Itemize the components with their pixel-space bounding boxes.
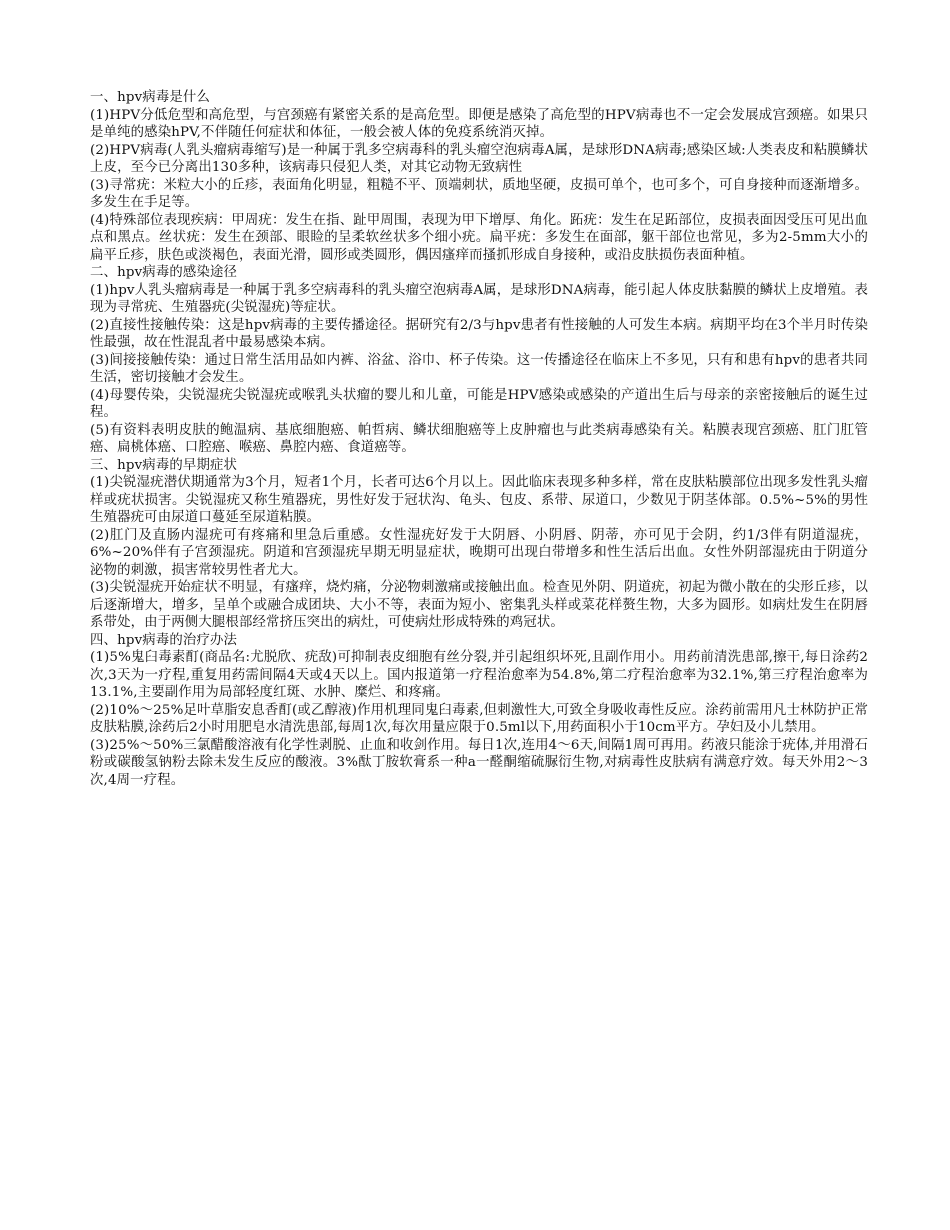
paragraph: (4)特殊部位表现疾病：甲周疣：发生在指、趾甲周围，表现为甲下增厚、角化。跖疣：发生在足跖部位，皮损表面因受压可见出血点和黑点。丝状疣：发生在颈部、眼睑的呈柔软丝状多个细小疣。扁平疣：多发生在面部，躯干部位也常见，多为2-5mm大小的扁平丘疹，肤色或淡褐色，表面光滑，圆形或类圆形，偶因瘙痒而搔抓形成自身接种，或沿皮肤损伤表面种植。 [90,212,868,263]
paragraph: (3)寻常疣：米粒大小的丘疹，表面角化明显，粗糙不平、顶端刺状，质地坚硬，皮损可单个，也可多个，可自身接种而逐渐增多。多发生在手足等。 [90,177,868,210]
document-body [90,89,868,789]
paragraph: (5)有资料表明皮肤的鲍温病、基底细胞癌、帕哲病、鳞状细胞癌等上皮肿瘤也与此类病毒感染有关。粘膜表现宫颈癌、肛门肛管癌、扁桃体癌、口腔癌、喉癌、鼻腔内癌、食道癌等。 [90,422,868,455]
paragraph: (1)5%鬼臼毒素酊(商品名:尤脱欣、疣敌)可抑制表皮细胞有丝分裂,并引起组织坏死,且副作用小。用药前清洗患部,擦干,每日涂药2次,3天为一疗程,重复用药需间隔4天或4天以上。国内报道第一疗程治愈率为54.8%,第二疗程治愈率为32.1%,第三疗程治愈率为13.1%,主要副作用为局部轻度红斑、水肿、糜烂、和疼痛。 [90,650,868,700]
paragraph: (1)尖锐湿疣潜伏期通常为3个月，短者1个月，长者可达6个月以上。因此临床表现多种多样，常在皮肤粘膜部位出现多发性乳头瘤样或疣状损害。尖锐湿疣又称生殖器疣，男性好发于冠状沟、龟头、包皮、系带、尿道口，少数见于阴茎体部。0.5%~5%的男性生殖器疣可由尿道口蔓延至尿道粘膜。 [90,475,868,525]
paragraph: (2)肛门及直肠内湿疣可有疼痛和里急后重感。女性湿疣好发于大阴唇、小阴唇、阴蒂，亦可见于会阴，约1/3伴有阴道湿疣，6%~20%伴有子宫颈湿疣。阴道和宫颈湿疣早期无明显症状，晚期可出现白带增多和性生活后出血。女性外阴部湿疣由于阴道分泌物的刺激，损害常较男性者尤大。 [90,527,868,578]
paragraph: (2)HPV病毒(人乳头瘤病毒缩写)是一种属于乳多空病毒科的乳头瘤空泡病毒A属，是球形DNA病毒;感染区域:人类表皮和粘膜鳞状上皮，至今已分离出130多种，该病毒只侵犯人类，对其它动物无致病性 [90,142,868,175]
section-what-is-hpv [90,89,868,264]
section-heading: 四、hpv病毒的治疗办法 [90,632,238,648]
paragraph: (1)HPV分低危型和高危型，与宫颈癌有紧密关系的是高危型。即便是感染了高危型的HPV病毒也不一定会发展成宫颈癌。如果只是单纯的感染hPV,不伴随任何症状和体征，一般会被人体的免疫系统消灭掉。 [90,107,868,140]
paragraph: (2)10%～25%足叶草脂安息香酊(或乙醇液)作用机理同鬼臼毒素,但刺激性大,可致全身吸收毒性反应。涂药前需用凡士林防护正常皮肤粘膜,涂药后2小时用肥皂水清洗患部,每周1次,每次用量应限于0.5ml以下,用药面积小于10cm平方。孕妇及小儿禁用。 [90,702,868,735]
section-treatment [90,632,868,790]
paragraph: (3)间接接触传染：通过日常生活用品如内裤、浴盆、浴巾、杯子传染。这一传播途径在临床上不多见，只有和患有hpv的患者共同生活，密切接触才会发生。 [90,352,868,385]
paragraph: (3)25%～50%三氯醋酸溶液有化学性剥脱、止血和收剑作用。每日1次,连用4～6天,间隔1周可再用。药液只能涂于疣体,并用滑石粉或碳酸氢钠粉去除未发生反应的酸液。3%酞丁胺软膏系一种a一醛酮缩硫脲衍生物,对病毒性皮肤病有满意疗效。每天外用2～3次,4周一疗程。 [90,737,868,788]
section-heading: 二、hpv病毒的感染途径 [90,265,238,280]
paragraph: (4)母婴传染，尖锐湿疣尖锐湿疣或喉乳头状瘤的婴儿和儿童，可能是HPV感染或感染的产道出生后与母亲的亲密接触后的诞生过程。 [90,387,868,420]
paragraph: (2)直接性接触传染：这是hpv病毒的主要传播途径。据研究有2/3与hpv患者有性接触的人可发生本病。病期平均在3个半月时传染性最强，故在性混乱者中最易感染本病。 [90,317,868,350]
paragraph: (3)尖锐湿疣开始症状不明显，有瘙痒，烧灼痛，分泌物刺激痛或接触出血。检查见外阴、阴道疣，初起为微小散在的尖形丘疹，以后逐渐增大，增多，呈单个或融合成团块、大小不等，表面为短小、密集乳头样或菜花样赘生物，大多为圆形。如病灶发生在阴唇系带处，由于两侧大腿根部经常挤压突出的病灶，可使病灶形成特殊的鸡冠状。 [90,580,868,630]
section-heading: 三、hpv病毒的早期症状 [90,457,238,473]
paragraph: (1)hpv人乳头瘤病毒是一种属于乳多空病毒科的乳头瘤空泡病毒A属，是球形DNA病毒，能引起人体皮肤黏膜的鳞状上皮增殖。表现为寻常疣、生殖器疣(尖锐湿疣)等症状。 [90,282,868,315]
section-early-symptoms [90,457,868,632]
section-infection-routes [90,264,868,457]
section-heading: 一、hpv病毒是什么 [90,90,210,105]
